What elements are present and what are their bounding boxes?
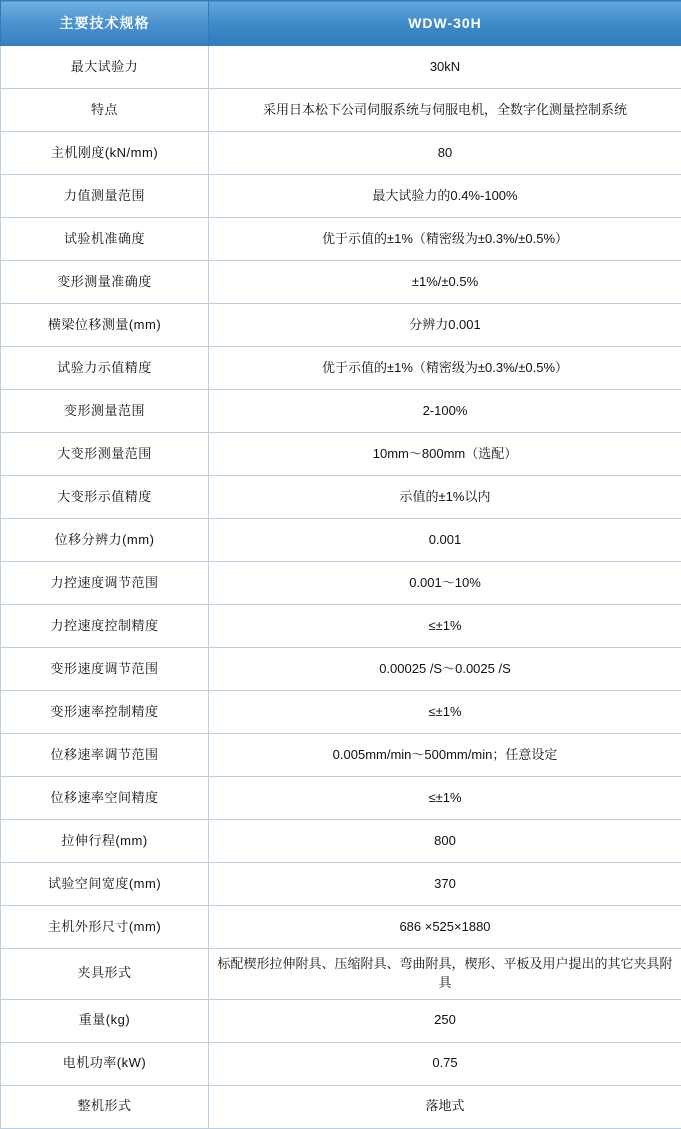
table-row (1, 519, 681, 562)
table-row (1, 132, 681, 175)
spec-label-cell: 试验力示值精度 (1, 347, 209, 390)
table-row (1, 218, 681, 261)
spec-value-cell: 0.005mm/min～500mm/min；任意设定 (209, 734, 681, 777)
spec-value-cell: 优于示值的±1%（精密级为±0.3%/±0.5%） (209, 218, 681, 261)
spec-label-cell: 变形测量准确度 (1, 261, 209, 304)
spec-label-cell: 位移速率空间精度 (1, 777, 209, 820)
spec-value-cell: 采用日本松下公司伺服系统与伺服电机，全数字化测量控制系统 (209, 89, 681, 132)
spec-label-cell: 变形速率控制精度 (1, 691, 209, 734)
spec-label-cell: 电机功率(kW) (1, 1042, 209, 1085)
spec-label-cell: 试验空间宽度(mm) (1, 863, 209, 906)
table-row (1, 605, 681, 648)
spec-value-cell: 2-100% (209, 390, 681, 433)
table-row (1, 562, 681, 605)
spec-label-cell: 变形速度调节范围 (1, 648, 209, 691)
header-cell-model: WDW-30H (209, 1, 681, 46)
spec-value-cell: ≤±1% (209, 691, 681, 734)
spec-label-cell: 特点 (1, 89, 209, 132)
spec-label-cell: 力值测量范围 (1, 175, 209, 218)
spec-label-cell: 整机形式 (1, 1085, 209, 1128)
table-row (1, 1042, 681, 1085)
spec-value-cell: 分辨力0.001 (209, 304, 681, 347)
spec-value-cell: 落地式 (209, 1085, 681, 1128)
spec-value-cell: 0.00025 /S～0.0025 /S (209, 648, 681, 691)
table-row (1, 949, 681, 1000)
table-row (1, 734, 681, 777)
spec-value-cell: 0.001～10% (209, 562, 681, 605)
spec-label-cell: 主机刚度(kN/mm) (1, 132, 209, 175)
spec-value-cell: 最大试验力的0.4%-100% (209, 175, 681, 218)
table-row (1, 89, 681, 132)
table-row (1, 261, 681, 304)
spec-value-cell: 10mm～800mm（选配） (209, 433, 681, 476)
spec-value-cell: 686 ×525×1880 (209, 906, 681, 949)
table-row (1, 863, 681, 906)
spec-label-cell: 位移分辨力(mm) (1, 519, 209, 562)
table-row (1, 777, 681, 820)
table-body (1, 46, 681, 1129)
table-row (1, 433, 681, 476)
spec-value-cell: 800 (209, 820, 681, 863)
table-row (1, 820, 681, 863)
spec-label-cell: 大变形示值精度 (1, 476, 209, 519)
spec-value-cell: 示值的±1%以内 (209, 476, 681, 519)
spec-label-cell: 横梁位移测量(mm) (1, 304, 209, 347)
spec-label-cell: 力控速度调节范围 (1, 562, 209, 605)
table-row (1, 648, 681, 691)
table-row (1, 999, 681, 1042)
table-row (1, 347, 681, 390)
table-row (1, 304, 681, 347)
table-row (1, 175, 681, 218)
spec-value-cell: 0.75 (209, 1042, 681, 1085)
table-row (1, 1085, 681, 1128)
spec-value-cell: 80 (209, 132, 681, 175)
spec-value-cell: 370 (209, 863, 681, 906)
spec-value-cell: 0.001 (209, 519, 681, 562)
spec-label-cell: 变形测量范围 (1, 390, 209, 433)
table-header (1, 1, 681, 46)
spec-value-cell: 250 (209, 999, 681, 1042)
table-row (1, 390, 681, 433)
spec-label-cell: 位移速率调节范围 (1, 734, 209, 777)
spec-value-cell: 优于示值的±1%（精密级为±0.3%/±0.5%） (209, 347, 681, 390)
spec-label-cell: 最大试验力 (1, 46, 209, 89)
spec-value-cell: ≤±1% (209, 777, 681, 820)
spec-label-cell: 夹具形式 (1, 949, 209, 1000)
spec-label-cell: 大变形测量范围 (1, 433, 209, 476)
spec-value-cell: 30kN (209, 46, 681, 89)
spec-label-cell: 拉伸行程(mm) (1, 820, 209, 863)
spec-label-cell: 主机外形尺寸(mm) (1, 906, 209, 949)
table-row (1, 906, 681, 949)
spec-label-cell: 试验机准确度 (1, 218, 209, 261)
spec-label-cell: 力控速度控制精度 (1, 605, 209, 648)
header-cell-label: 主要技术规格 (1, 1, 209, 46)
spec-value-cell: ±1%/±0.5% (209, 261, 681, 304)
spec-label-cell: 重量(kg) (1, 999, 209, 1042)
table-row (1, 46, 681, 89)
table-row (1, 691, 681, 734)
table-header-row (1, 1, 681, 46)
table-row (1, 476, 681, 519)
spec-value-cell: 标配楔形拉伸附具、压缩附具、弯曲附具，楔形、平板及用户提出的其它夹具附具 (209, 949, 681, 1000)
spec-value-cell: ≤±1% (209, 605, 681, 648)
